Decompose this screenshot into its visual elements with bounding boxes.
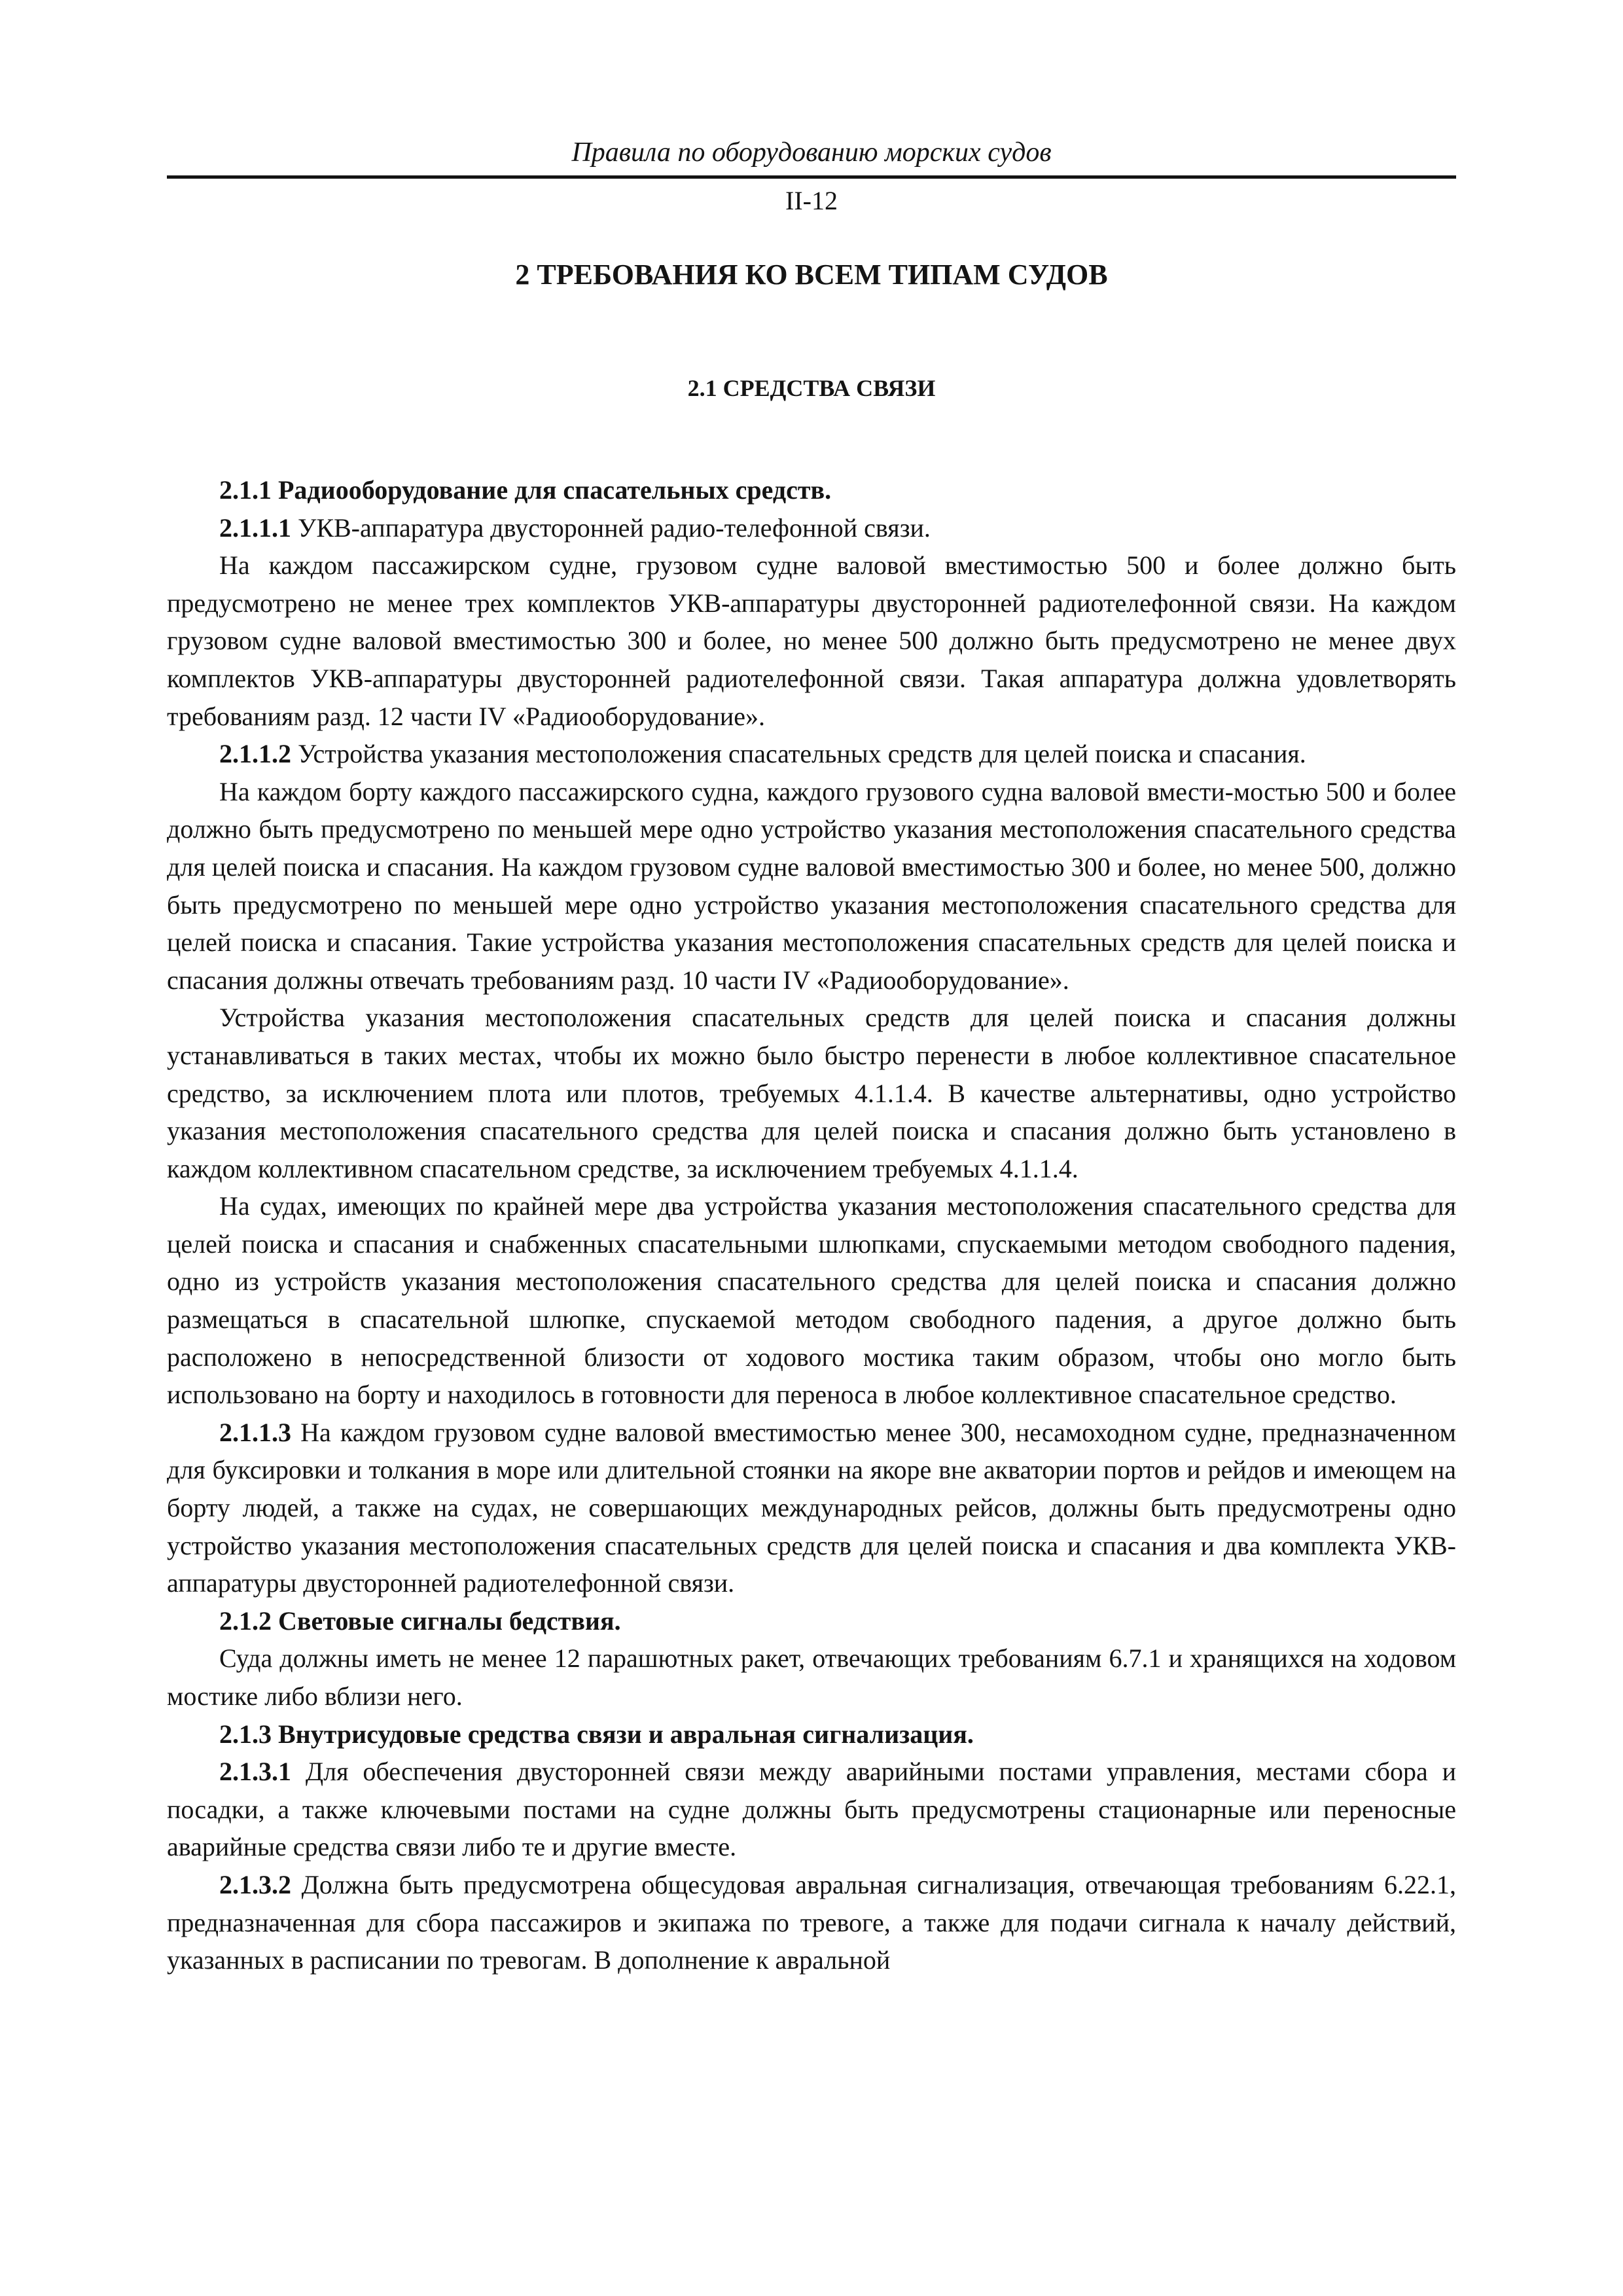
paragraph: На судах, имеющих по крайней мере два устройства указания местоположения спасательного средства для целей поиска и спасания и снабженных спасательными шлюпками, спускаемыми методом свободного падения, одно из устройств указания местоположения спасательного средства для целей поиска и спасания должно размещаться в спасательной шлюпке, спускаемой методом свободного падения, а другое должно быть расположено в непосредственной близости от ходового мостика таким образом, чтобы оно могло быть использовано на борту и находилось в готовности для переноса в любое коллективное спасательное средство. xyxy=(167,1191,1456,1410)
subsection-heading: 2.1.3 Внутрисудовые средства связи и авральная сигнализация. xyxy=(219,1719,974,1749)
paragraph: На каждом пассажирском судне, грузовом судне валовой вместимостью 500 и более должно быть предусмотрено не менее трех комплектов УКВ-аппаратуры двусторонней радиотелефонной связи. На каждом грузовом судне валовой вместимостью 300 и более, но менее 500 должно быть предусмотрено не менее двух комплектов УКВ-аппаратуры двусторонней радиотелефонной связи. Такая аппаратура должна удовлетворять требованиям разд. 12 части IV «Радиооборудование». xyxy=(167,550,1456,731)
clause-paragraph: 2.1.1.2 Устройства указания местоположения спасательных средств для целей поиска и спасания. xyxy=(219,739,1306,769)
paragraph: Суда должны иметь не менее 12 парашютных ракет, отвечающих требованиям 6.7.1 и хранящихся на ходовом мостике либо вблизи него. xyxy=(167,1643,1456,1711)
subsection-heading: 2.1.1 Радиооборудование для спасательных средств. xyxy=(219,475,832,505)
section-title: 2.1 СРЕДСТВА СВЯЗИ xyxy=(687,375,936,401)
clause-paragraph: 2.1.3.2 Должна быть предусмотрена общесудовая авральная сигнализация, отвечающая требованиям 6.22.1, предназначенная для сбора пассажиров и экипажа по тревоге, а также для подачи сигнала к началу действий, указанных в расписании по тревогам. В дополнение к авральной xyxy=(167,1869,1456,1975)
paragraph: На каждом борту каждого пассажирского судна, каждого грузового судна валовой вмести-мостью 500 и более должно быть предусмотрено по меньшей мере одно устройство указания местоположения спасательного средства для целей поиска и спасания. На каждом грузовом судне валовой вместимостью 300 и более, но менее 500, должно быть предусмотрено по меньшей мере одно устройство указания местоположения спасательного средства для целей поиска и спасания. Такие устройства указания местоположения спасательных средств для целей поиска и спасания должны отвечать требованиям разд. 10 части IV «Радиооборудование». xyxy=(167,776,1456,995)
clause-paragraph: 2.1.3.1 Для обеспечения двусторонней связи между аварийными постами управления, местами сбора и посадки, а также ключевыми постами на судне должны быть предусмотрены стационарные или переносные аварийные средства связи либо те и другие вместе. xyxy=(167,1757,1456,1862)
subsection-heading: 2.1.2 Световые сигналы бедствия. xyxy=(219,1605,621,1636)
clause-paragraph: 2.1.1.1 УКВ-аппаратура двусторонней радио-телефонной связи. xyxy=(219,512,931,543)
page-number: II-12 xyxy=(785,186,838,215)
chapter-title: 2 ТРЕБОВАНИЯ КО ВСЕМ ТИПАМ СУДОВ xyxy=(515,259,1108,291)
clause-paragraph: 2.1.1.3 На каждом грузовом судне валовой вместимостью менее 300, несамоходном судне, предназначенном для буксировки и толкания в море или длительной стоянки на якоре вне акватории портов и рейдов и имеющем на борту людей, а также на судах, не совершающих международных рейсов, должны быть предусмотрены одно устройство указания местоположения спасательных средств для целей поиска и спасания и два комплекта УКВ-аппаратуры двусторонней радиотелефонной связи. xyxy=(167,1417,1456,1598)
running-header: Правила по оборудованию морских судов xyxy=(571,137,1052,168)
body-text xyxy=(167,471,1456,1979)
paragraph: Устройства указания местоположения спасательных средств для целей поиска и спасания должны устанавливаться в таких местах, чтобы их можно было быстро перенести в любое коллективное спасательное средство, за исключением плота или плотов, требуемых 4.1.1.4. В качестве альтернативы, одно устройство указания местоположения спасательного средства для целей поиска и спасания должно быть установлено в каждом коллективном спасательном средстве, за исключением требуемых 4.1.1.4. xyxy=(167,1003,1456,1183)
header-rule xyxy=(167,175,1456,179)
